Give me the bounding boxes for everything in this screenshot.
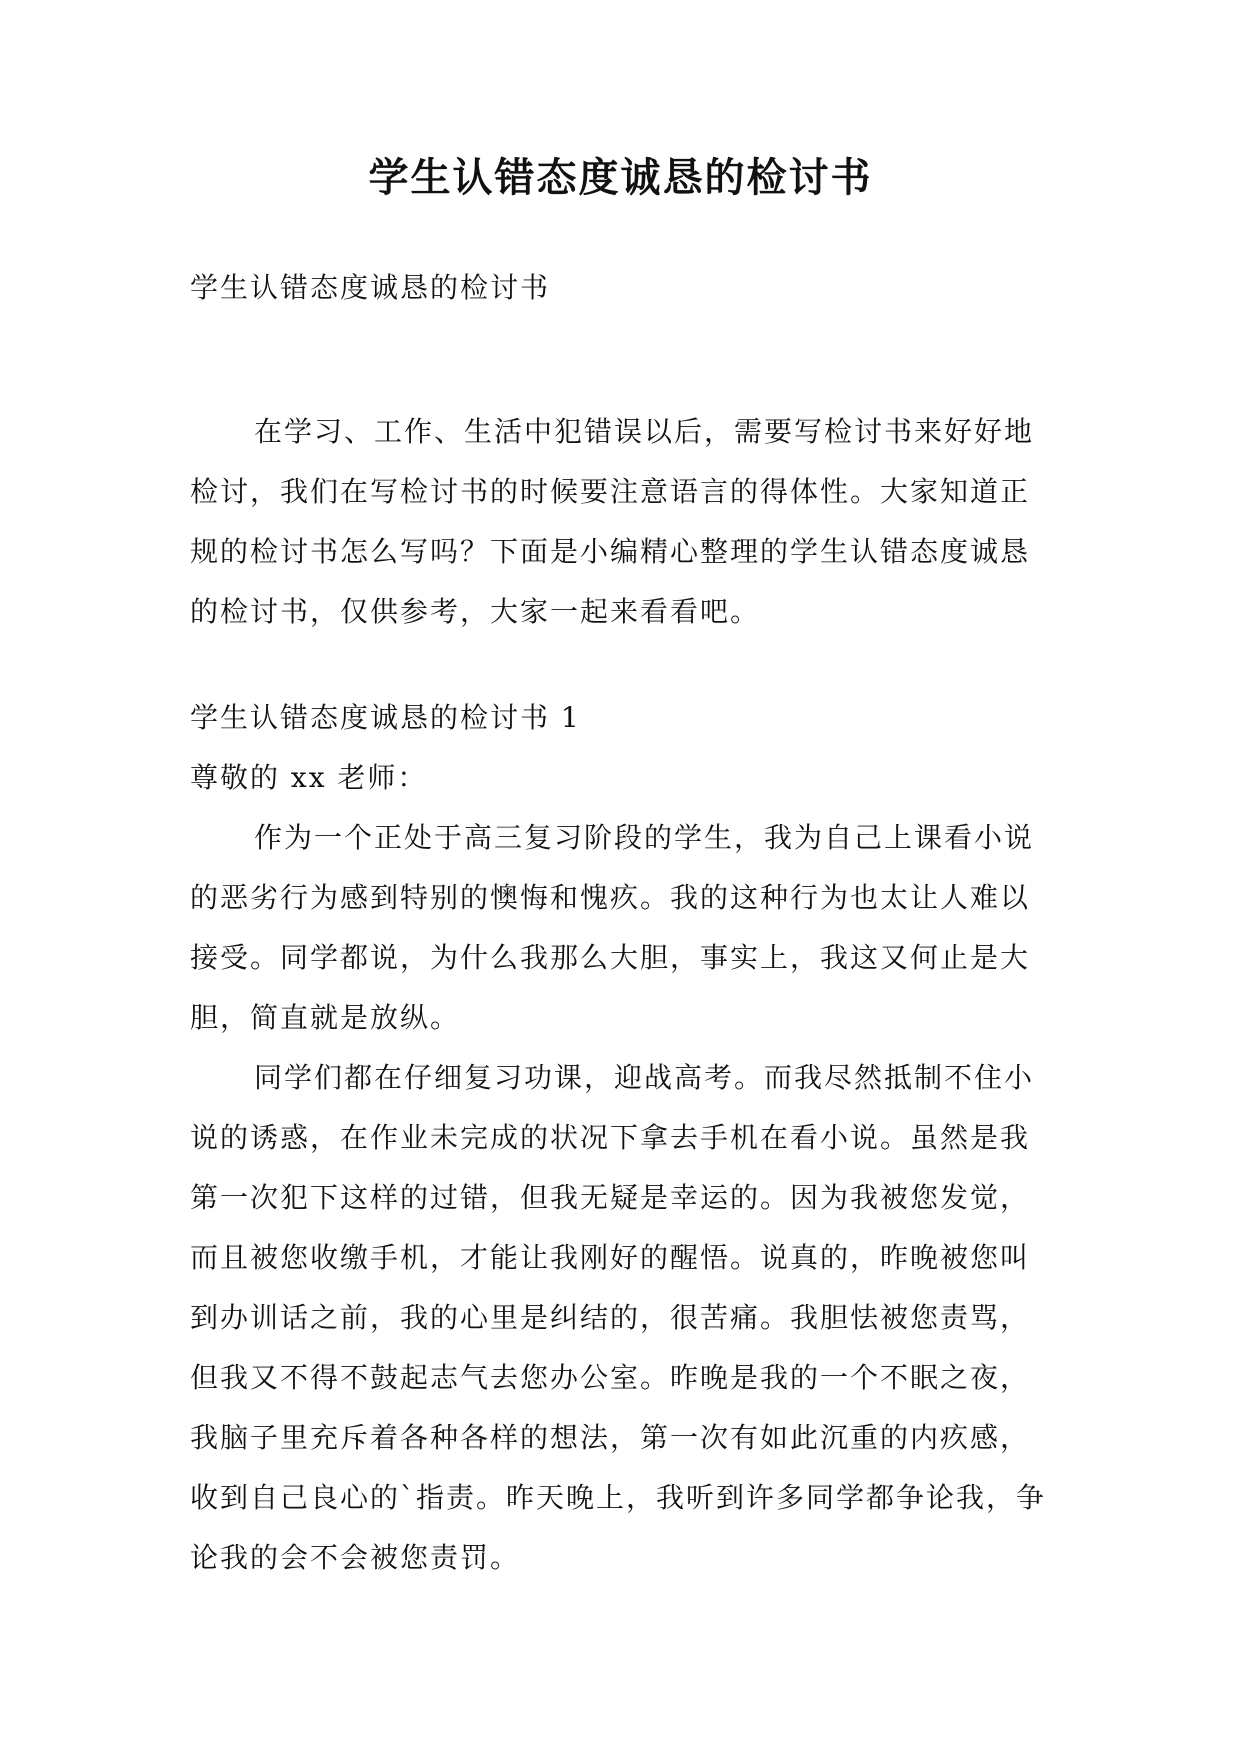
document-title: 学生认错态度诚恳的检讨书 [368,155,873,201]
body-paragraph-2: 同学们都在仔细复习功课，迎战高考。而我尽然抵制不住小说的诱惑，在作业未完成的状况下拿去手机在看小说。虽然是我第一次犯下这样的过错，但我无疑是幸运的。因为我被您发觉，而且被您收缴手机，才能让我刚好的醒悟。说真的，昨晚被您叫到办训话之前，我的心里是纠结的，很苦痛。我胆怯被您责骂，但我又不得不鼓起志气去您办公室。昨晚是我的一个不眠之夜，我脑子里充斥着各种各样的想法，第一次有如此沉重的内疚感，收到自己良心的`指责。昨天晚上，我听到许多同学都争论我，争论我的会不会被您责罚。 [190,1061,1047,1574]
intro-paragraph: 在学习、工作、生活中犯错误以后，需要写检讨书来好好地检讨，我们在写检讨书的时候要注意语言的得体性。大家知道正规的检讨书怎么写吗？下面是小编精心整理的学生认错态度诚恳的检讨书，仅供参考，大家一起来看看吧。 [190,415,1035,628]
body-paragraph-1: 作为一个正处于高三复习阶段的学生，我为自己上课看小说的恶劣行为感到特别的懊悔和愧疚。我的这种行为也太让人难以接受。同学都说，为什么我那么大胆，事实上，我这又何止是大胆，简直就是放纵。 [190,821,1035,1034]
document-subtitle: 学生认错态度诚恳的检讨书 [190,271,551,304]
section-heading: 学生认错态度诚恳的检讨书 1 [190,701,581,734]
salutation: 尊敬的 xx 老师： [190,761,428,794]
